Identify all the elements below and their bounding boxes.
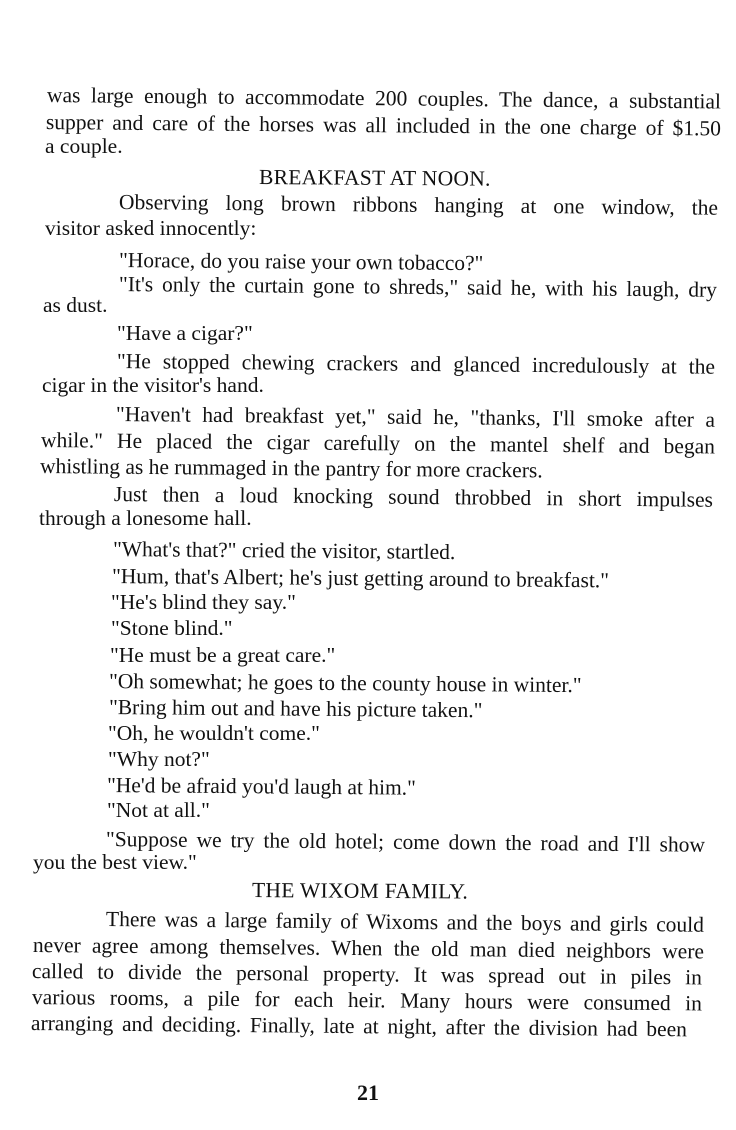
text-line: "What's that?" cried the visitor, startled. bbox=[112, 537, 456, 564]
text-line: cigar in the visitor's hand. bbox=[42, 373, 264, 397]
section-heading: BREAKFAST AT NOON. bbox=[258, 165, 491, 191]
text-line: visitor asked innocently: bbox=[45, 216, 257, 240]
text-line: "Oh somewhat; he goes to the county house in winter." bbox=[108, 669, 582, 698]
text-line: supper and care of the horses was all included in the one charge of $1.50 bbox=[45, 110, 722, 141]
text-line: "Why not?" bbox=[108, 747, 210, 771]
text-line: "Hum, that's Albert; he's just getting around to breakfast." bbox=[111, 564, 610, 593]
text-line: various rooms, a pile for each heir. Many hours were consumed in bbox=[31, 985, 703, 1016]
page-number: 21 bbox=[357, 1080, 379, 1105]
text-line: "Haven't had breakfast yet," said he, "thanks, I'll smoke after a bbox=[115, 402, 716, 432]
text-line: a couple. bbox=[45, 134, 123, 158]
text-line: "Bring him out and have his picture taken." bbox=[108, 695, 483, 723]
text-line: "Horace, do you raise your own tobacco?" bbox=[118, 248, 484, 276]
text-line: whistling as he rummaged in the pantry for more crackers. bbox=[39, 454, 543, 483]
text-line: was large enough to accommodate 200 couples. The dance, a substantial bbox=[46, 83, 722, 114]
text-line: through a lonesome hall. bbox=[39, 506, 252, 530]
text-line: "He stopped chewing crackers and glanced incredulously at the bbox=[116, 349, 716, 379]
text-line: "Suppose we try the old hotel; come down the road and I'll show bbox=[105, 827, 706, 857]
text-line: "Stone blind." bbox=[111, 616, 233, 640]
text-line: "He must be a great care." bbox=[110, 643, 336, 667]
text-line: "He's blind they say." bbox=[111, 590, 296, 614]
text-line: called to divide the personal property. It was spread out in piles in bbox=[31, 959, 703, 990]
text-line: Just then a loud knocking sound throbbed in short impulses bbox=[113, 482, 714, 512]
text-line: "Oh, he wouldn't come." bbox=[108, 721, 320, 745]
text-line: while." He placed the cigar carefully on the mantel shelf and began bbox=[40, 428, 716, 459]
text-line: "Have a cigar?" bbox=[117, 321, 253, 345]
text-line: Observing long brown ribbons hanging at one window, the bbox=[118, 190, 719, 220]
text-line: arranging and deciding. Finally, late at night, after the division had been bbox=[30, 1011, 688, 1042]
text-line: "It's only the curtain gone to shreds," said he, with his laugh, dry bbox=[118, 272, 718, 302]
text-line: "Not at all." bbox=[107, 798, 210, 822]
text-line: There was a large family of Wixoms and the boys and girls could bbox=[105, 907, 705, 937]
text-line: you the best view." bbox=[33, 850, 197, 874]
text-line: never agree among themselves. When the old man died neighbors were bbox=[32, 933, 705, 964]
text-line: as dust. bbox=[43, 293, 108, 317]
section-heading: THE WIXOM FAMILY. bbox=[251, 878, 469, 904]
text-line: "He'd be afraid you'd laugh at him." bbox=[106, 773, 416, 800]
